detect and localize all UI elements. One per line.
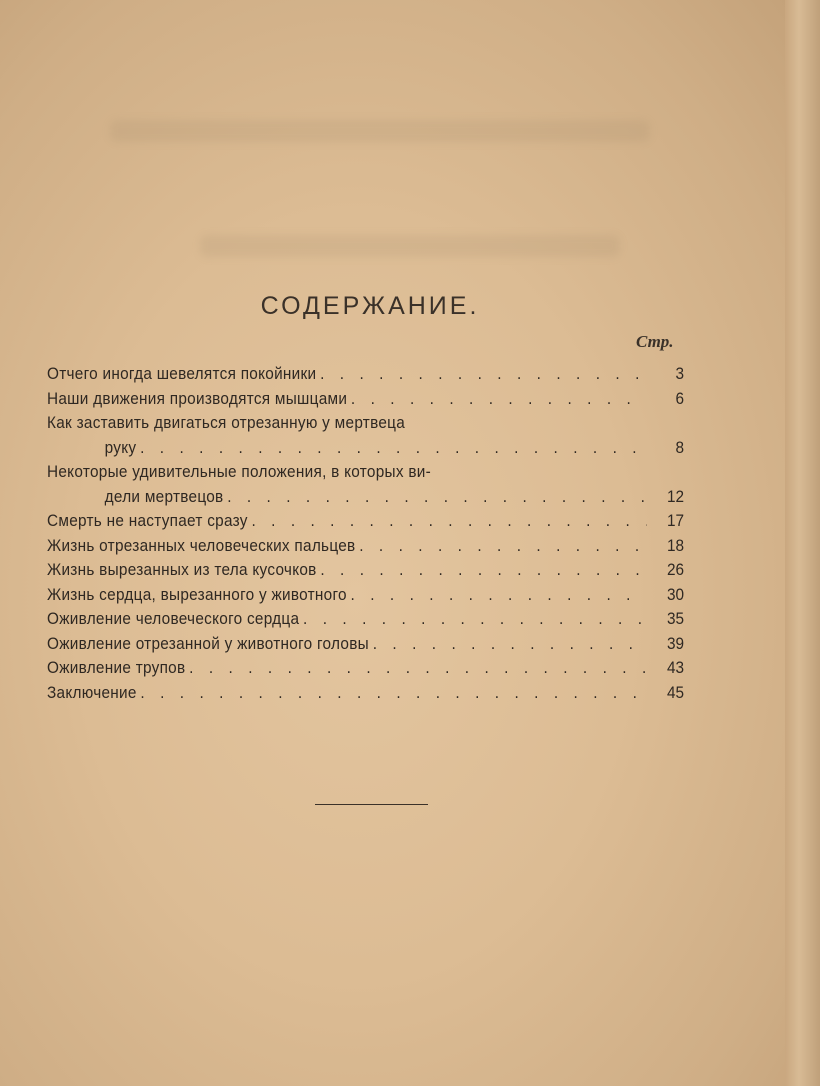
dot-leader — [189, 656, 647, 681]
toc-entry-title: Жизнь сердца, вырезанного у животного — [47, 585, 347, 604]
toc-page-number: 18 — [666, 536, 685, 555]
toc-page-number: 43 — [666, 659, 685, 677]
toc-entry — [47, 485, 684, 510]
toc-entry-title: Как заставить двигаться отрезанную у мертвеца — [47, 414, 406, 432]
dot-leader — [140, 436, 647, 461]
toc-entry — [47, 632, 684, 657]
toc-entry-title: Отчего иногда шевелятся покойники — [47, 365, 317, 383]
toc-page-number: 3 — [675, 365, 685, 383]
toc-page-number: 35 — [666, 610, 685, 628]
toc-entry-title: Жизнь отрезанных человеческих пальцев — [47, 536, 356, 555]
toc-entry-title: Наши движения производятся мышцами — [47, 389, 348, 408]
toc-entry-title: Оживление трупов — [47, 659, 186, 677]
toc-page-number: 17 — [666, 512, 685, 530]
dot-leader — [303, 607, 647, 632]
toc-entry — [47, 460, 684, 485]
toc-page-number: 26 — [666, 561, 685, 579]
toc-page-number: 30 — [666, 585, 685, 604]
toc-entry-title: Оживление отрезанной у животного головы — [47, 634, 369, 653]
toc-entry — [47, 558, 684, 583]
show-through-text — [200, 235, 620, 257]
dot-leader — [351, 387, 647, 412]
dot-leader — [227, 485, 647, 510]
toc-page-number: 8 — [675, 438, 685, 457]
toc-entry — [47, 387, 684, 412]
toc-entry — [47, 681, 684, 706]
dot-leader — [373, 632, 647, 657]
toc-page-number: 12 — [666, 487, 685, 506]
toc-entry-title: Заключение — [47, 683, 137, 702]
toc-entry-title: Некоторые удивительные положения, в которых ви- — [47, 463, 432, 481]
toc-entry — [47, 607, 684, 632]
divider — [315, 804, 428, 805]
toc-entry-title: Смерть не наступает сразу — [47, 512, 248, 530]
toc-page-number: 39 — [666, 634, 685, 653]
toc-entry-title: дели мертвецов — [104, 487, 224, 506]
toc-entry — [47, 411, 684, 436]
toc-entry — [47, 509, 684, 534]
toc-entry — [47, 656, 684, 681]
show-through-text — [110, 120, 650, 142]
dot-leader — [320, 362, 647, 387]
dot-leader — [251, 509, 646, 534]
toc-entry — [47, 583, 684, 608]
page-edge — [785, 0, 820, 1086]
dot-leader — [140, 681, 646, 706]
toc-entry-title: руку — [104, 438, 137, 457]
toc-page-number: 45 — [666, 683, 685, 702]
dot-leader — [359, 534, 647, 559]
toc-entry-title: Жизнь вырезанных из тела кусочков — [47, 561, 317, 579]
toc-entry-title: Оживление человеческого сердца — [47, 610, 300, 628]
dot-leader — [320, 558, 647, 583]
page-column-label: Стр. — [636, 332, 674, 351]
toc-page-number: 6 — [675, 389, 685, 408]
toc-entry — [47, 436, 684, 461]
table-of-contents — [47, 362, 684, 705]
toc-entry — [47, 534, 684, 559]
page-title: СОДЕРЖАНИЕ. — [260, 292, 480, 320]
dot-leader — [351, 583, 647, 608]
toc-entry — [47, 362, 684, 387]
